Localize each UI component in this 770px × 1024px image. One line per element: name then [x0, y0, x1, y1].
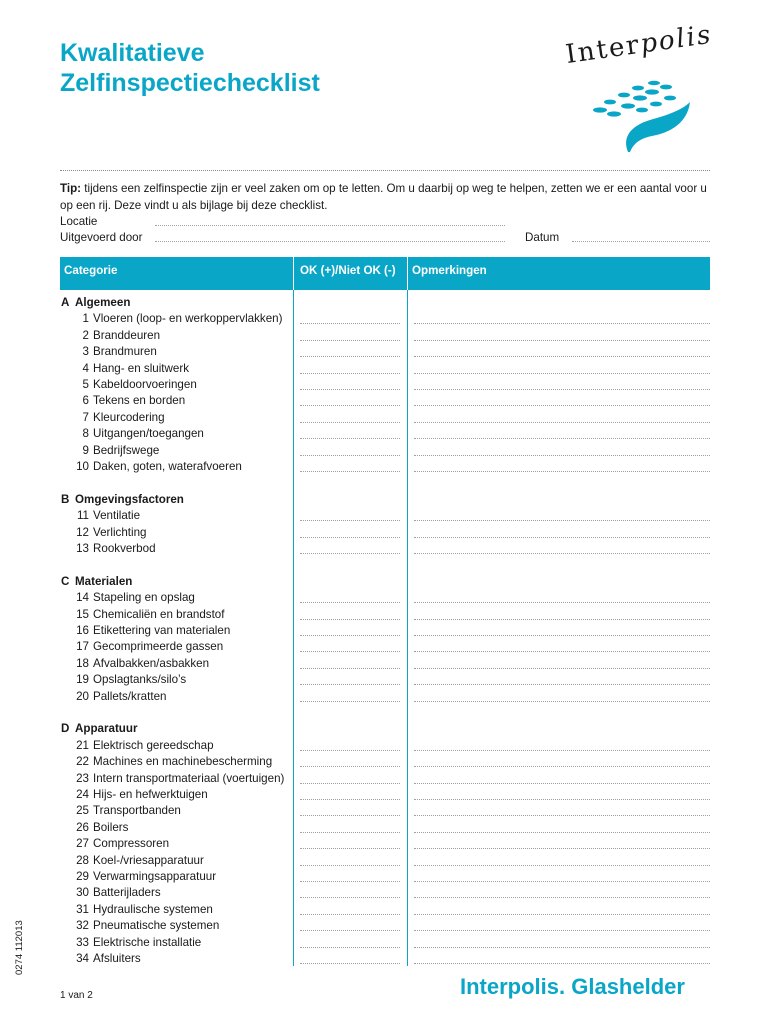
- opmerkingen-field[interactable]: [414, 865, 710, 866]
- opmerkingen-field[interactable]: [414, 553, 710, 554]
- item-label: Etikettering van materialen: [93, 624, 231, 637]
- ok-field[interactable]: [300, 897, 400, 898]
- opmerkingen-field[interactable]: [414, 455, 710, 456]
- opmerkingen-field[interactable]: [414, 438, 710, 439]
- ok-field[interactable]: [300, 422, 400, 423]
- section-label: Omgevingsfactoren: [75, 492, 184, 506]
- item-number: 8: [82, 427, 89, 441]
- item-label: Batterijladers: [93, 886, 161, 900]
- item-label: Verlichting: [93, 525, 147, 539]
- item-label: Opslagtanks/silo’s: [93, 673, 187, 687]
- item-label: Pneumatische systemen: [93, 919, 220, 933]
- checklist-item: [76, 640, 224, 654]
- item-label: Bedrijfswege: [93, 443, 160, 457]
- ok-field[interactable]: [300, 619, 400, 620]
- section-title: [61, 296, 130, 310]
- opmerkingen-field[interactable]: [414, 356, 710, 357]
- item-label: Kabeldoorvoeringen: [93, 378, 197, 391]
- section-letter: D: [61, 722, 70, 736]
- item-number: 17: [76, 640, 89, 654]
- ok-field[interactable]: [300, 635, 400, 636]
- item-label: Uitgangen/toegangen: [93, 427, 204, 441]
- item-label: Verwarmingsapparatuur: [93, 870, 217, 883]
- checklist-item: [82, 427, 204, 441]
- tip-text: Tip: tijdens een zelfinspectie zijn er veel zaken om op te letten. Om u daarbij op weg te helpen, zetten we er een aantal voor u op een rij. Deze vindt u als bijlage bij deze checklist.: [60, 182, 707, 212]
- section-title: [61, 493, 184, 507]
- ok-field[interactable]: [300, 914, 400, 915]
- uitgevoerd-door-field[interactable]: [155, 241, 505, 242]
- header-ok: OK (+)/Niet OK (-): [300, 264, 396, 277]
- checklist-item: [76, 624, 231, 638]
- ok-field[interactable]: [300, 356, 400, 357]
- checklist-item: [76, 525, 147, 540]
- checklist-item: [76, 755, 273, 769]
- opmerkingen-field[interactable]: [414, 848, 710, 849]
- checklist-item: [82, 378, 197, 392]
- item-number: 5: [82, 378, 89, 391]
- opmerkingen-field[interactable]: [414, 340, 710, 341]
- item-label: Branddeuren: [93, 328, 161, 342]
- item-label: Hijs- en hefwerktuigen: [93, 788, 208, 801]
- title-line-1: Kwalitatieve: [60, 39, 205, 67]
- ok-field[interactable]: [300, 881, 400, 882]
- opmerkingen-field[interactable]: [414, 799, 710, 800]
- item-label: Kleurcodering: [93, 410, 165, 424]
- checklist-item: [82, 361, 190, 376]
- opmerkingen-field[interactable]: [414, 373, 710, 374]
- item-label: Hang- en sluitwerk: [93, 361, 190, 375]
- item-number: 7: [82, 410, 89, 424]
- item-label: Pallets/kratten: [93, 689, 167, 703]
- ok-field[interactable]: [300, 766, 400, 767]
- checklist-item: [76, 902, 213, 917]
- item-label: Koel-/vriesapparatuur: [93, 853, 204, 867]
- header-opmerkingen: Opmerkingen: [412, 264, 487, 277]
- header-divider: [60, 170, 710, 171]
- checklist-item: [82, 345, 157, 359]
- item-label: Daken, goten, waterafvoeren: [93, 460, 242, 473]
- checklist-item: [76, 738, 214, 753]
- item-number: 1: [82, 312, 89, 326]
- item-number: 21: [76, 738, 89, 752]
- checklist-item: [76, 689, 167, 704]
- item-number: 25: [76, 804, 89, 818]
- item-number: 18: [76, 656, 89, 670]
- item-label: Tekens en borden: [93, 394, 186, 408]
- ok-field[interactable]: [300, 865, 400, 866]
- section-title: [61, 575, 132, 589]
- opmerkingen-field[interactable]: [414, 766, 710, 767]
- opmerkingen-field[interactable]: [414, 651, 710, 652]
- item-number: 16: [76, 624, 89, 637]
- item-number: 6: [82, 394, 89, 408]
- column-line-2: [407, 290, 408, 966]
- checklist-item: [76, 771, 285, 786]
- table-header: [60, 257, 710, 290]
- checklist-item: [76, 886, 161, 900]
- datum-field[interactable]: [572, 241, 710, 242]
- item-number: 15: [76, 607, 89, 621]
- item-number: 13: [76, 542, 89, 555]
- item-label: Ventilatie: [93, 509, 141, 523]
- ok-field[interactable]: [300, 323, 400, 324]
- locatie-field[interactable]: [155, 225, 505, 226]
- section-label: Apparatuur: [75, 722, 138, 736]
- document-number: 0274 112013: [14, 920, 25, 975]
- item-number: 4: [82, 361, 89, 375]
- header-divider-2: [407, 257, 408, 290]
- ok-field[interactable]: [300, 340, 400, 341]
- ok-field[interactable]: [300, 783, 400, 784]
- ok-field[interactable]: [300, 389, 400, 390]
- checklist-item: [76, 804, 181, 818]
- item-label: Boilers: [93, 820, 129, 834]
- checklist-item: [76, 870, 217, 884]
- opmerkingen-field[interactable]: [414, 602, 710, 603]
- section-title: [61, 722, 137, 736]
- checklist-item: [76, 853, 204, 868]
- column-line-1: [293, 290, 294, 966]
- checklist-item: [76, 509, 141, 523]
- item-number: 26: [76, 820, 89, 834]
- ok-field[interactable]: [300, 930, 400, 931]
- item-number: 31: [76, 902, 89, 916]
- checklist-item: [82, 312, 283, 326]
- opmerkingen-field[interactable]: [414, 389, 710, 390]
- section-letter: C: [61, 574, 70, 588]
- item-number: 3: [82, 345, 89, 359]
- item-number: 19: [76, 673, 89, 687]
- logo-wordmark: Interpolis: [563, 19, 715, 70]
- item-number: 33: [76, 935, 89, 949]
- locatie-label: Locatie: [60, 215, 98, 228]
- ok-field[interactable]: [300, 947, 400, 948]
- uitgevoerd-door-label: Uitgevoerd door: [60, 231, 143, 244]
- section-letter: B: [61, 492, 70, 506]
- header-divider-1: [293, 257, 294, 290]
- checklist-item: [76, 788, 208, 802]
- interpolis-logo: [560, 19, 720, 155]
- item-label: Hydraulische systemen: [93, 902, 213, 916]
- opmerkingen-field[interactable]: [414, 619, 710, 620]
- item-label: Machines en machinebescherming: [93, 755, 273, 769]
- item-number: 23: [76, 771, 89, 785]
- opmerkingen-field[interactable]: [414, 897, 710, 898]
- checklist-item: [76, 919, 220, 933]
- checklist-item: [82, 410, 165, 425]
- checklist-item: [76, 656, 210, 671]
- item-label: Brandmuren: [93, 345, 157, 359]
- item-number: 11: [76, 509, 89, 523]
- ok-field[interactable]: [300, 471, 400, 472]
- item-number: 27: [76, 837, 89, 851]
- section-label: Materialen: [75, 574, 133, 588]
- checklist-item: [76, 591, 195, 605]
- opmerkingen-field[interactable]: [414, 947, 710, 948]
- item-label: Rookverbod: [93, 542, 156, 555]
- ok-field[interactable]: [300, 520, 400, 521]
- opmerkingen-field[interactable]: [414, 832, 710, 833]
- ok-field[interactable]: [300, 602, 400, 603]
- opmerkingen-field[interactable]: [414, 323, 710, 324]
- opmerkingen-field[interactable]: [414, 881, 710, 882]
- ok-field[interactable]: [300, 832, 400, 833]
- section-label: Algemeen: [75, 296, 131, 309]
- opmerkingen-field[interactable]: [414, 668, 710, 669]
- opmerkingen-field[interactable]: [414, 471, 710, 472]
- ok-field[interactable]: [300, 963, 400, 964]
- opmerkingen-field[interactable]: [414, 963, 710, 964]
- checklist-item: [76, 542, 156, 556]
- item-number: 34: [76, 952, 89, 965]
- ok-field[interactable]: [300, 668, 400, 669]
- item-label: Chemicaliën en brandstof: [93, 607, 225, 621]
- ok-field[interactable]: [300, 438, 400, 439]
- checklist-item: [76, 820, 129, 835]
- section-letter: A: [61, 296, 70, 309]
- ok-field[interactable]: [300, 553, 400, 554]
- opmerkingen-field[interactable]: [414, 914, 710, 915]
- ok-field[interactable]: [300, 455, 400, 456]
- ok-field[interactable]: [300, 684, 400, 685]
- ok-field[interactable]: [300, 701, 400, 702]
- checklist-item: [82, 443, 160, 458]
- item-number: 2: [82, 328, 89, 342]
- checklist-item: [76, 952, 141, 966]
- opmerkingen-field[interactable]: [414, 635, 710, 636]
- item-label: Elektrische installatie: [93, 935, 202, 949]
- item-number: 28: [76, 853, 89, 867]
- datum-label: Datum: [525, 231, 560, 244]
- item-number: 22: [76, 755, 89, 769]
- page-title: [60, 38, 320, 98]
- ok-field[interactable]: [300, 799, 400, 800]
- opmerkingen-field[interactable]: [414, 684, 710, 685]
- opmerkingen-field[interactable]: [414, 701, 710, 702]
- item-label: Afsluiters: [93, 952, 141, 965]
- item-number: 10: [76, 460, 89, 473]
- title-line-2: Zelfinspectiechecklist: [60, 69, 320, 97]
- opmerkingen-field[interactable]: [414, 783, 710, 784]
- ok-field[interactable]: [300, 405, 400, 406]
- ok-field[interactable]: [300, 373, 400, 374]
- opmerkingen-field[interactable]: [414, 520, 710, 521]
- opmerkingen-field[interactable]: [414, 422, 710, 423]
- item-label: Gecomprimeerde gassen: [93, 640, 224, 654]
- item-number: 24: [76, 788, 89, 801]
- opmerkingen-field[interactable]: [414, 405, 710, 406]
- item-number: 32: [76, 919, 89, 933]
- item-label: Stapeling en opslag: [93, 591, 195, 605]
- ok-field[interactable]: [300, 651, 400, 652]
- checklist-item: [82, 394, 186, 408]
- item-number: 14: [76, 591, 89, 605]
- item-number: 20: [76, 689, 89, 703]
- item-label: Transportbanden: [93, 804, 181, 818]
- item-number: 29: [76, 870, 89, 883]
- item-label: Elektrisch gereedschap: [93, 738, 214, 752]
- opmerkingen-field[interactable]: [414, 815, 710, 816]
- footer-slogan: Interpolis. Glashelder: [460, 974, 685, 999]
- ok-field[interactable]: [300, 750, 400, 751]
- header-categorie: Categorie: [64, 264, 118, 277]
- item-number: 30: [76, 886, 89, 900]
- checklist-item: [76, 673, 187, 687]
- page-number: 1 van 2: [60, 990, 93, 1001]
- checklist-item: [82, 328, 161, 343]
- ok-field[interactable]: [300, 537, 400, 538]
- item-number: 9: [82, 443, 89, 457]
- item-label: Vloeren (loop- en werkoppervlakken): [93, 312, 283, 326]
- fish-hand-icon: [590, 80, 700, 155]
- checklist-item: [76, 837, 170, 851]
- opmerkingen-field[interactable]: [414, 750, 710, 751]
- opmerkingen-field[interactable]: [414, 930, 710, 931]
- checklist-item: [76, 460, 242, 474]
- checklist-item: [76, 607, 225, 622]
- item-label: Intern transportmateriaal (voertuigen): [93, 771, 285, 785]
- ok-field[interactable]: [300, 848, 400, 849]
- item-label: Afvalbakken/asbakken: [93, 656, 210, 670]
- item-number: 12: [76, 525, 89, 539]
- opmerkingen-field[interactable]: [414, 537, 710, 538]
- checklist-item: [76, 935, 202, 950]
- ok-field[interactable]: [300, 815, 400, 816]
- item-label: Compressoren: [93, 837, 170, 851]
